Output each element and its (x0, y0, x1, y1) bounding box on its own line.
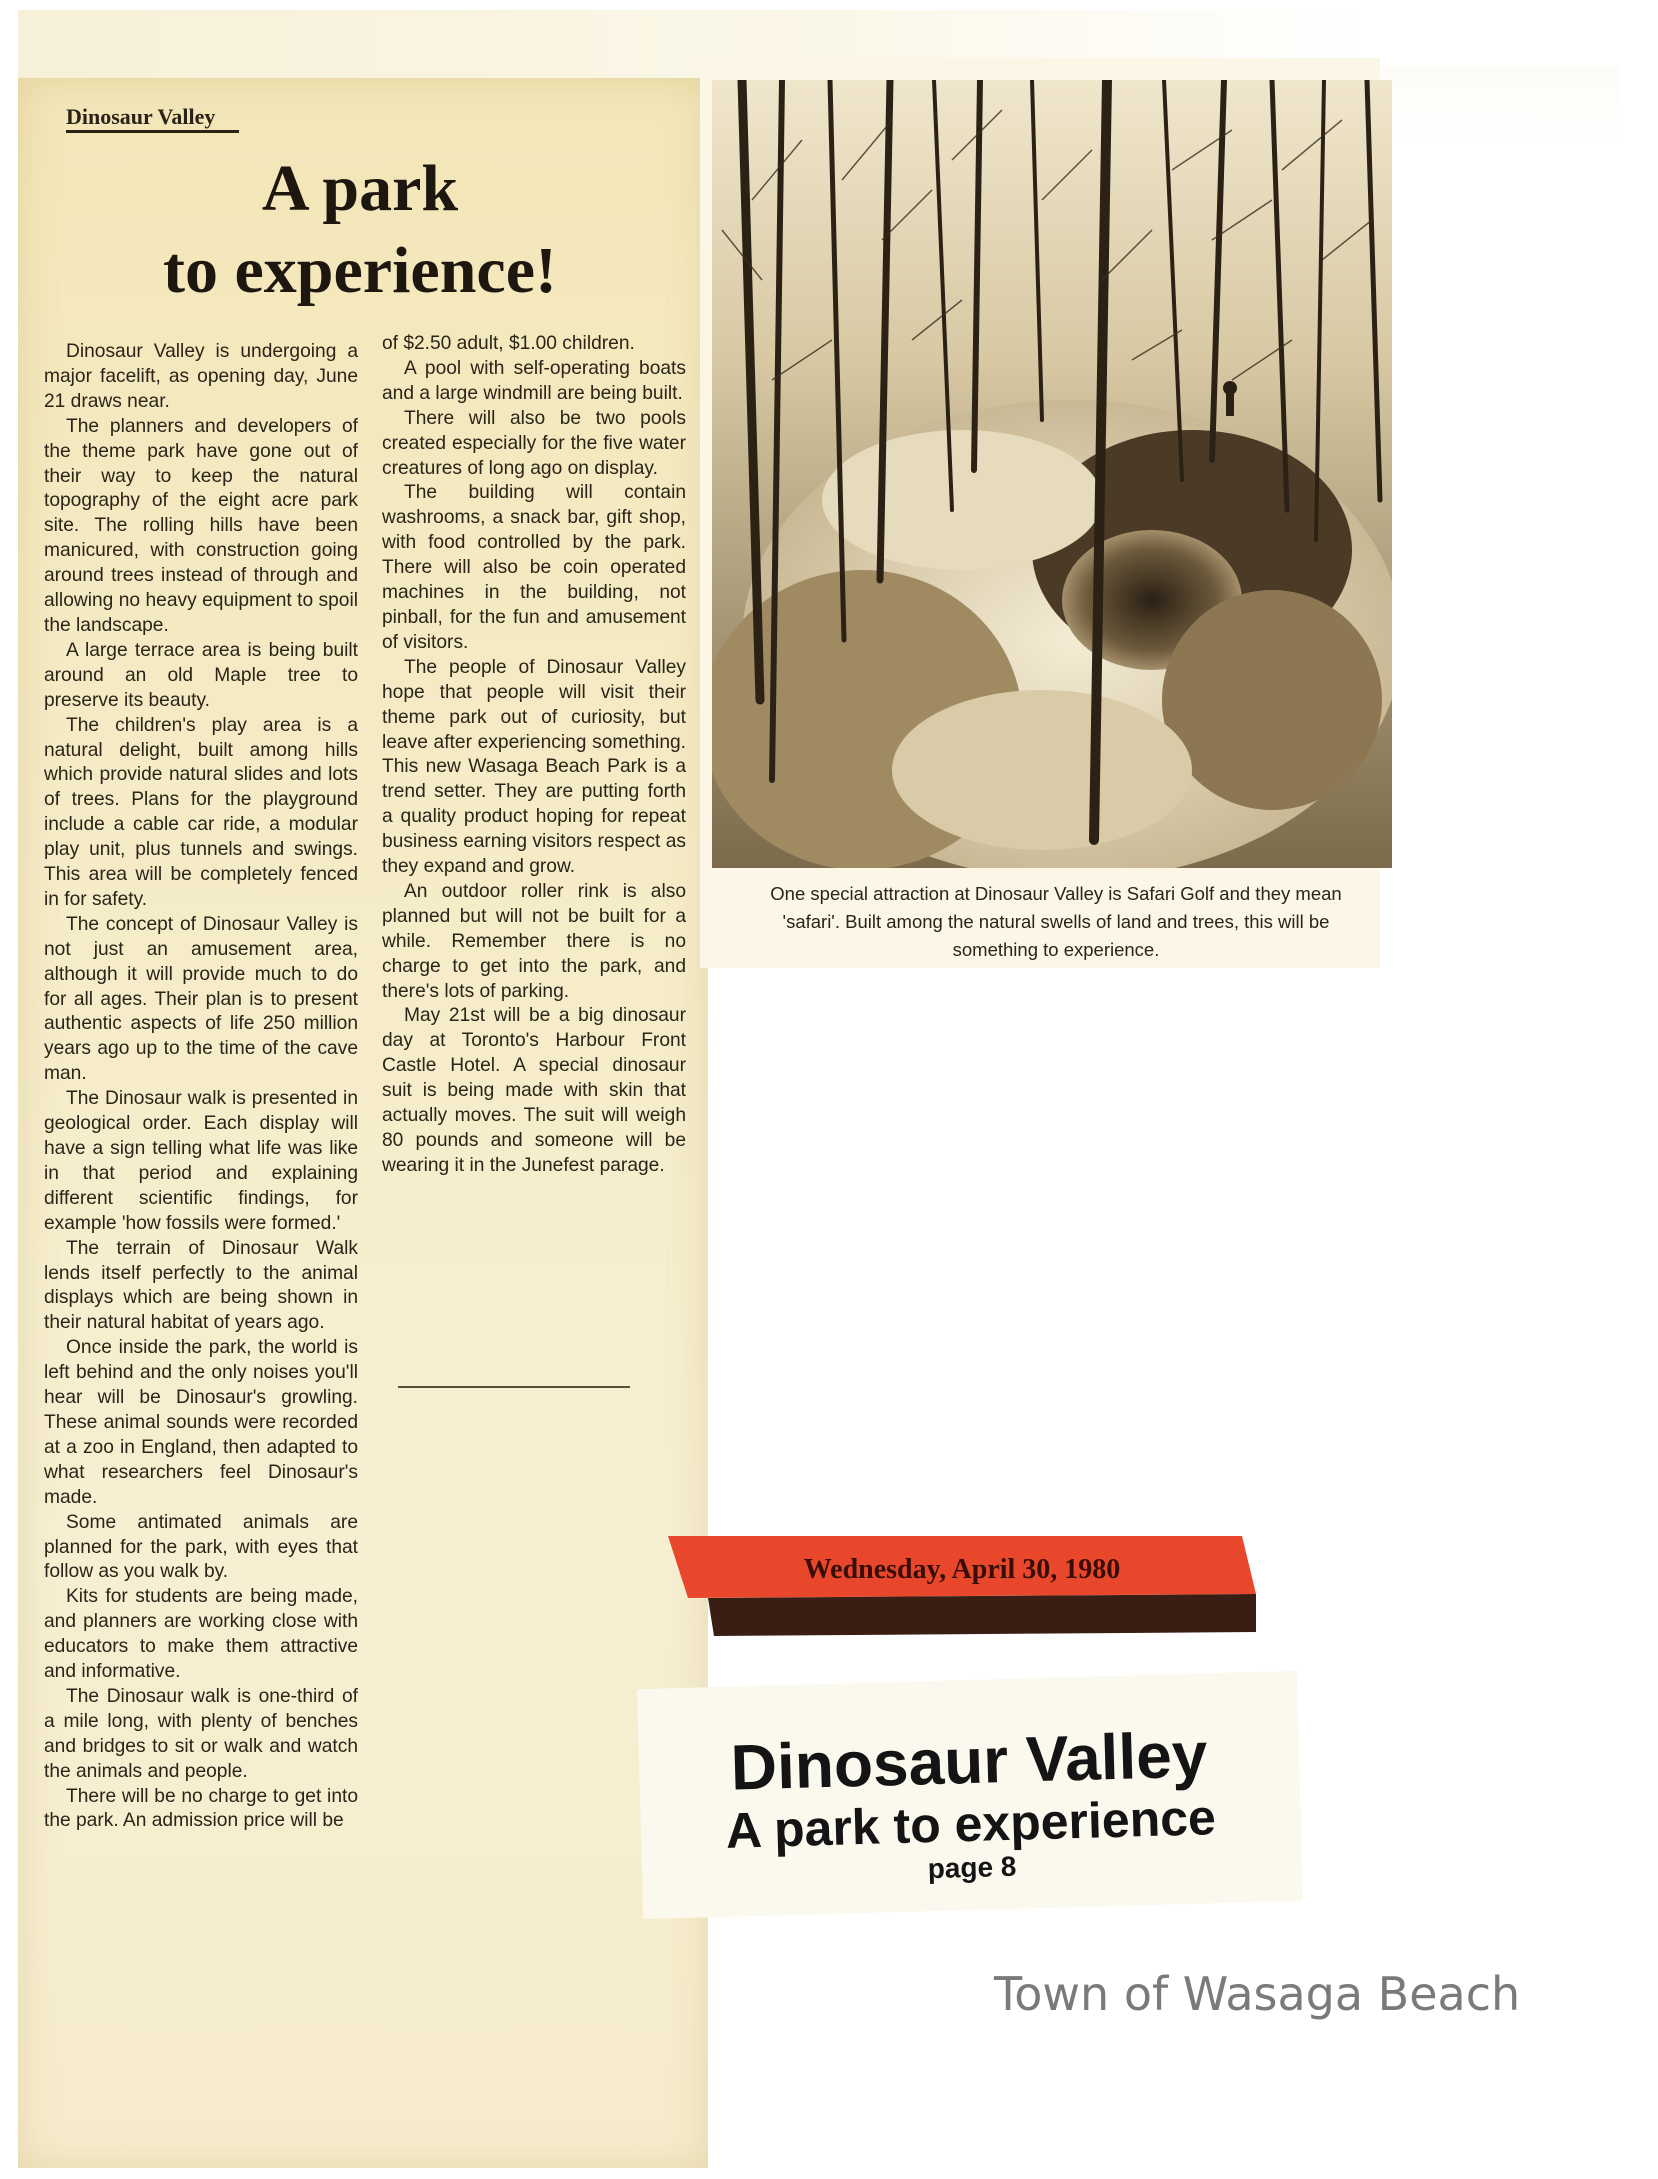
teaser-box (637, 1671, 1303, 1919)
article-headline (60, 148, 660, 312)
teaser-page: page 8 (927, 1850, 1017, 1885)
teaser-subtitle: A park to experience (725, 1789, 1217, 1859)
paragraph: The building will contain washrooms, a snack bar, gift shop, with food controlled by the park. There will also be coin operated machines in the building, not pinball, for the fun and amusement of visitors. (382, 482, 686, 653)
paragraph: Some antimated animals are planned for the park, with eyes that follow as you walk by. (44, 1511, 358, 1583)
date-text: Wednesday, April 30, 1980 (803, 1554, 1121, 1585)
paragraph: A pool with self-operating boats and a large windmill are being built. (382, 357, 686, 404)
paragraph: The people of Dinosaur Valley hope that people will visit their theme park out of curiosity, but leave after experiencing something. This new Wasaga Beach Park is a trend setter. They are putting forth a quality product hoping for repeat business earning visitors respect as they expand and grow. (382, 656, 686, 878)
paragraph: The planners and developers of the theme park have gone out of their way to keep the natural topography of the eight acre park site. The rolling hills have been manicured, with construction going around trees instead of through and allowing no heavy equipment to spoil the landscape. (44, 415, 358, 636)
paragraph: The children's play area is a natural delight, built among hills which provide natural slides and lots of trees. Plans for the playground include a cable car ride, a modular play unit, plus tunnels and swings. This area will be completely fenced in for safety. (44, 714, 358, 910)
tape-strip (1380, 66, 1620, 150)
paragraph: There will be no charge to get into the park. An admission price will be (44, 1785, 358, 1832)
paragraph: There will also be two pools created especially for the five water creatures of long ago on display. (382, 407, 686, 479)
article-column-1 (44, 340, 358, 1834)
credit-watermark: Town of Wasaga Beach (994, 1967, 1521, 2021)
headline-line-2: to experience! (163, 234, 557, 307)
article-kicker: Dinosaur Valley (66, 104, 239, 133)
paragraph: Once inside the park, the world is left behind and the only noises you'll hear will be Dinosaur's growling. These animal sounds were recorded at a zoo in England, then adapted to what researchers feel Dinosaur's made. (44, 1337, 358, 1508)
safari-golf-photo (712, 80, 1392, 868)
paragraph: Dinosaur Valley is undergoing a major facelift, as opening day, June 21 draws near. (44, 341, 358, 412)
article-column-2 (382, 332, 686, 1179)
paragraph: The terrain of Dinosaur Walk lends itself perfectly to the animal displays which are being shown in their natural habitat of years ago. (44, 1237, 358, 1334)
headline-line-1: A park (261, 152, 459, 225)
teaser-title: Dinosaur Valley (729, 1718, 1209, 1804)
paragraph: The concept of Dinosaur Valley is not just an amusement area, although it will provide much to do for all ages. Their plan is to present authentic aspects of life 250 million years ago up to the time of the cave man. (44, 913, 358, 1085)
paragraph: An outdoor roller rink is also planned but will not be built for a while. Remember there is no charge to get into the park, and there's lots of parking. (382, 880, 686, 1002)
paragraph: May 21st will be a big dinosaur day at Toronto's Harbour Front Castle Hotel. A special dinosaur suit is being made with skin that actually moves. The suit will weigh 80 pounds and someone will be wearing it in the Junefest parage. (382, 1005, 686, 1176)
paragraph: The Dinosaur walk is presented in geological order. Each display will have a sign telling what life was like in that period and explaining different scientific findings, for example 'how fossils were formed.' (44, 1088, 358, 1234)
paragraph: of $2.50 adult, $1.00 children. (382, 333, 635, 354)
column-end-rule (398, 1386, 630, 1388)
photo-caption: One special attraction at Dinosaur Valley is Safari Golf and they mean 'safari'. Built among the natural swells of land and trees, this will be something to experience. (770, 883, 1342, 960)
paragraph: The Dinosaur walk is one-third of a mile long, with plenty of benches and bridges to sit or walk and watch the animals and people. (44, 1685, 358, 1782)
paragraph: A large terrace area is being built around an old Maple tree to preserve its beauty. (44, 639, 358, 711)
paragraph: Kits for students are being made, and planners are working close with educators to make them attractive and informative. (44, 1586, 358, 1683)
